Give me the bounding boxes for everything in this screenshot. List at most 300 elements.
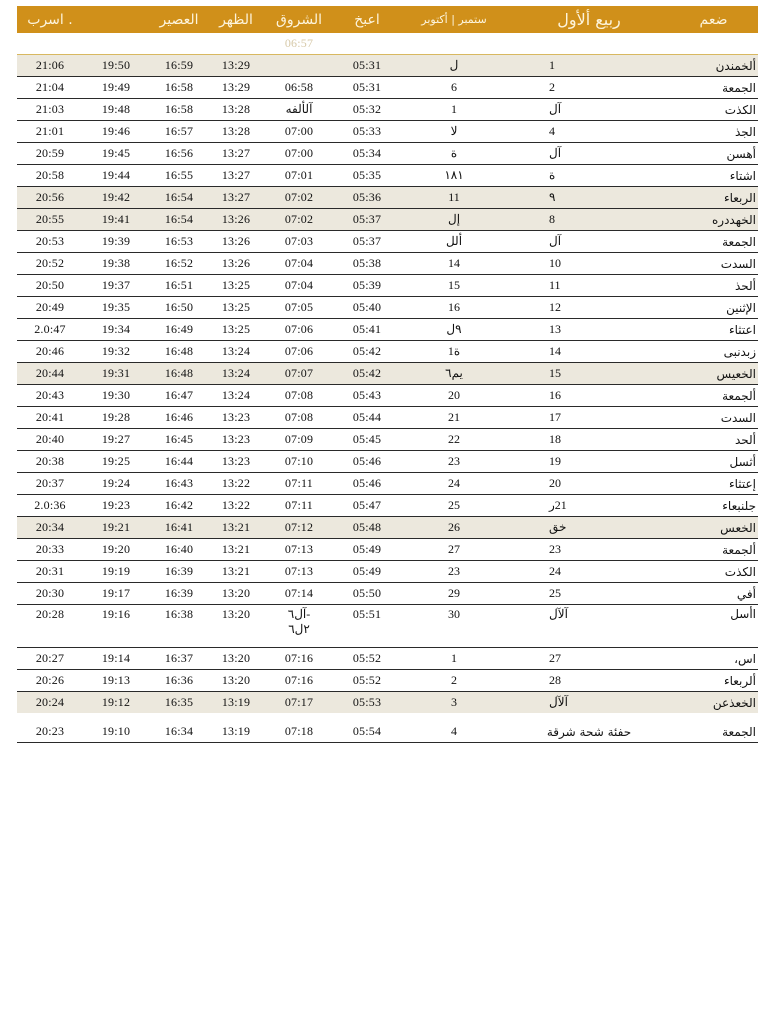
fajr-time-cell: 05:37: [335, 231, 399, 253]
asr-time-cell: [149, 33, 209, 55]
gregorian-day-cell: 30: [399, 605, 509, 648]
hijri-day-cell: آلآل: [509, 605, 669, 648]
table-row: [17, 561, 758, 583]
dhuhr-time-cell: 13:21: [209, 517, 263, 539]
dhuhr-time-cell: 13:20: [209, 648, 263, 670]
hijri-day-cell: 17: [509, 407, 669, 429]
sunrise-time-cell: 07:00: [263, 143, 335, 165]
gregorian-day-cell: ألل: [399, 231, 509, 253]
day-name-cell: الربعاء: [669, 187, 758, 209]
fajr-time-cell: [335, 33, 399, 55]
gregorian-day-cell: 1: [399, 648, 509, 670]
hijri-day-cell: 14: [509, 341, 669, 363]
sunrise-time-cell: آل٦- ٢ل٦: [263, 605, 335, 648]
asr-time-cell: 16:35: [149, 692, 209, 718]
isha-time-cell: 20:44: [17, 363, 83, 385]
dhuhr-time-cell: 13:19: [209, 717, 263, 743]
maghrib-time-cell: 19:37: [83, 275, 149, 297]
dhuhr-time-cell: 13:28: [209, 99, 263, 121]
sunrise-time-cell: 07:18: [263, 717, 335, 743]
dhuhr-time-cell: 13:26: [209, 209, 263, 231]
dhuhr-time-cell: 13:25: [209, 319, 263, 341]
fajr-time-cell: 05:33: [335, 121, 399, 143]
table-row: [17, 473, 758, 495]
sunrise-time-cell: 07:13: [263, 539, 335, 561]
asr-time-cell: 16:48: [149, 363, 209, 385]
header-dhuhr: الظهر: [209, 6, 263, 33]
gregorian-day-cell: إل: [399, 209, 509, 231]
isha-time-cell: 20:37: [17, 473, 83, 495]
table-row: [17, 605, 758, 648]
table-body: [17, 33, 758, 743]
prayer-times-table: [17, 6, 758, 743]
fajr-time-cell: 05:52: [335, 648, 399, 670]
table-row: [17, 692, 758, 718]
maghrib-time-cell: 19:32: [83, 341, 149, 363]
day-name-cell: جلنبعاء: [669, 495, 758, 517]
isha-time-cell: [17, 33, 83, 55]
table-row: [17, 495, 758, 517]
isha-time-cell: 20:53: [17, 231, 83, 253]
header-sunrise: الشروق: [263, 6, 335, 33]
table-row: [17, 33, 758, 55]
isha-time-cell: 2.0:36: [17, 495, 83, 517]
hijri-day-cell: 19: [509, 451, 669, 473]
gregorian-day-cell: 23: [399, 451, 509, 473]
gregorian-day-cell: 3: [399, 692, 509, 718]
dhuhr-time-cell: 13:29: [209, 55, 263, 77]
sunrise-time-cell: 07:13: [263, 561, 335, 583]
hijri-day-cell: [509, 33, 669, 55]
gregorian-day-cell: 24: [399, 473, 509, 495]
gregorian-day-cell: 1: [399, 99, 509, 121]
gregorian-day-cell: ل: [399, 55, 509, 77]
table-row: [17, 385, 758, 407]
maghrib-time-cell: 19:17: [83, 583, 149, 605]
day-name-cell: أثسل: [669, 451, 758, 473]
asr-time-cell: 16:34: [149, 717, 209, 743]
isha-time-cell: 20:34: [17, 517, 83, 539]
header-isha: اسرب .: [17, 6, 83, 33]
hijri-day-cell: 24: [509, 561, 669, 583]
header-day: ضعم: [669, 6, 758, 33]
table-row: [17, 451, 758, 473]
gregorian-day-cell: لا: [399, 121, 509, 143]
fajr-time-cell: 05:48: [335, 517, 399, 539]
isha-time-cell: 21:03: [17, 99, 83, 121]
hijri-day-cell: 27: [509, 648, 669, 670]
dhuhr-time-cell: 13:20: [209, 583, 263, 605]
hijri-day-cell: 8: [509, 209, 669, 231]
dhuhr-time-cell: 13:26: [209, 231, 263, 253]
fajr-time-cell: 05:51: [335, 605, 399, 648]
hijri-day-cell: 13: [509, 319, 669, 341]
fajr-time-cell: 05:34: [335, 143, 399, 165]
isha-time-cell: 20:27: [17, 648, 83, 670]
day-name-cell: الجمعة: [669, 717, 758, 743]
isha-time-cell: 20:50: [17, 275, 83, 297]
fajr-time-cell: 05:40: [335, 297, 399, 319]
hijri-day-cell: ة: [509, 165, 669, 187]
sunrise-time-cell: 07:11: [263, 473, 335, 495]
gregorian-day-cell: 14: [399, 253, 509, 275]
isha-time-cell: 20:31: [17, 561, 83, 583]
fajr-time-cell: 05:45: [335, 429, 399, 451]
asr-time-cell: 16:59: [149, 55, 209, 77]
table-header: [17, 6, 758, 33]
gregorian-day-cell: 15: [399, 275, 509, 297]
table-row: [17, 717, 758, 743]
asr-time-cell: 16:48: [149, 341, 209, 363]
isha-time-cell: 20:28: [17, 605, 83, 648]
day-name-cell: الإثنين: [669, 297, 758, 319]
asr-time-cell: 16:44: [149, 451, 209, 473]
hijri-day-cell: حفئة شحة شرقة: [509, 717, 669, 743]
dhuhr-time-cell: 13:25: [209, 297, 263, 319]
table-row: [17, 253, 758, 275]
day-name-cell: ألجمعة: [669, 385, 758, 407]
maghrib-time-cell: 19:31: [83, 363, 149, 385]
dhuhr-time-cell: 13:22: [209, 473, 263, 495]
maghrib-time-cell: 19:50: [83, 55, 149, 77]
gregorian-day-cell: ة: [399, 143, 509, 165]
table-row: [17, 121, 758, 143]
maghrib-time-cell: 19:12: [83, 692, 149, 718]
asr-time-cell: 16:42: [149, 495, 209, 517]
asr-time-cell: 16:50: [149, 297, 209, 319]
hijri-day-cell: 11: [509, 275, 669, 297]
day-name-cell: زبدنبى: [669, 341, 758, 363]
gregorian-day-cell: ١٨١: [399, 165, 509, 187]
maghrib-time-cell: 19:34: [83, 319, 149, 341]
fajr-time-cell: 05:37: [335, 209, 399, 231]
hijri-day-cell: آل: [509, 143, 669, 165]
hijri-day-cell: آلآل: [509, 692, 669, 718]
gregorian-day-cell: 4: [399, 717, 509, 743]
gregorian-day-cell: 22: [399, 429, 509, 451]
gregorian-day-cell: 25: [399, 495, 509, 517]
fajr-time-cell: 05:38: [335, 253, 399, 275]
dhuhr-time-cell: 13:29: [209, 77, 263, 99]
fajr-time-cell: 05:43: [335, 385, 399, 407]
dhuhr-time-cell: 13:24: [209, 363, 263, 385]
day-name-cell: الخهددره: [669, 209, 758, 231]
fajr-time-cell: 05:41: [335, 319, 399, 341]
day-name-cell: اعتثاء: [669, 319, 758, 341]
isha-time-cell: 20:56: [17, 187, 83, 209]
maghrib-time-cell: 19:23: [83, 495, 149, 517]
sunrise-time-cell: 07:12: [263, 517, 335, 539]
header-maghrib: [83, 6, 149, 33]
asr-time-cell: 16:54: [149, 187, 209, 209]
maghrib-time-cell: 19:21: [83, 517, 149, 539]
dhuhr-time-cell: 13:20: [209, 605, 263, 648]
sunrise-time-cell: 07:03: [263, 231, 335, 253]
day-name-cell: الخعيس: [669, 363, 758, 385]
asr-time-cell: 16:45: [149, 429, 209, 451]
isha-time-cell: 21:06: [17, 55, 83, 77]
maghrib-time-cell: 19:20: [83, 539, 149, 561]
asr-time-cell: 16:52: [149, 253, 209, 275]
gregorian-day-cell: 6: [399, 77, 509, 99]
day-name-cell: الجمعة: [669, 231, 758, 253]
dhuhr-time-cell: 13:27: [209, 165, 263, 187]
asr-time-cell: 16:58: [149, 99, 209, 121]
isha-time-cell: 20:30: [17, 583, 83, 605]
isha-time-cell: 20:46: [17, 341, 83, 363]
maghrib-time-cell: 19:25: [83, 451, 149, 473]
maghrib-time-cell: 19:16: [83, 605, 149, 648]
header-asr: العصير: [149, 6, 209, 33]
table-row: [17, 517, 758, 539]
asr-time-cell: 16:54: [149, 209, 209, 231]
isha-time-cell: 20:24: [17, 692, 83, 718]
maghrib-time-cell: 19:45: [83, 143, 149, 165]
hijri-day-cell: 2: [509, 77, 669, 99]
isha-time-cell: 20:33: [17, 539, 83, 561]
asr-time-cell: 16:47: [149, 385, 209, 407]
header-hijri-month: ربيع ألأول: [509, 6, 669, 33]
asr-time-cell: 16:39: [149, 583, 209, 605]
dhuhr-time-cell: [209, 33, 263, 55]
sunrise-time-cell: 07:14: [263, 583, 335, 605]
hijri-day-cell: 16: [509, 385, 669, 407]
day-name-cell: ألحد: [669, 429, 758, 451]
maghrib-time-cell: 19:46: [83, 121, 149, 143]
gregorian-day-cell: 23: [399, 561, 509, 583]
day-name-cell: ألخمندن: [669, 55, 758, 77]
sunrise-time-cell: 07:07: [263, 363, 335, 385]
fajr-time-cell: 05:42: [335, 363, 399, 385]
maghrib-time-cell: 19:42: [83, 187, 149, 209]
table-row: [17, 319, 758, 341]
asr-time-cell: 16:53: [149, 231, 209, 253]
maghrib-time-cell: [83, 33, 149, 55]
gregorian-day-cell: 16: [399, 297, 509, 319]
maghrib-time-cell: 19:27: [83, 429, 149, 451]
sunrise-time-cell: 07:17: [263, 692, 335, 718]
hijri-day-cell: 20: [509, 473, 669, 495]
table-row: [17, 341, 758, 363]
table-row: [17, 143, 758, 165]
dhuhr-time-cell: 13:21: [209, 561, 263, 583]
hijri-day-cell: 28: [509, 670, 669, 692]
table-row: [17, 77, 758, 99]
day-name-cell: الجمعة: [669, 77, 758, 99]
day-name-cell: الكذت: [669, 561, 758, 583]
hijri-day-cell: 4: [509, 121, 669, 143]
day-name-cell: أهسن: [669, 143, 758, 165]
dhuhr-time-cell: 13:23: [209, 429, 263, 451]
dhuhr-time-cell: 13:26: [209, 253, 263, 275]
sunrise-time-cell: 07:02: [263, 187, 335, 209]
dhuhr-time-cell: 13:25: [209, 275, 263, 297]
dhuhr-time-cell: 13:24: [209, 385, 263, 407]
fajr-time-cell: 05:31: [335, 77, 399, 99]
sunrise-time-cell: 07:16: [263, 648, 335, 670]
fajr-time-cell: 05:49: [335, 561, 399, 583]
day-name-cell: اس،: [669, 648, 758, 670]
sunrise-time-cell: 07:06: [263, 341, 335, 363]
asr-time-cell: 16:56: [149, 143, 209, 165]
maghrib-time-cell: 19:41: [83, 209, 149, 231]
hijri-day-cell: خق: [509, 517, 669, 539]
asr-time-cell: 16:40: [149, 539, 209, 561]
fajr-time-cell: 05:36: [335, 187, 399, 209]
dhuhr-time-cell: 13:23: [209, 407, 263, 429]
isha-time-cell: 20:41: [17, 407, 83, 429]
day-name-cell: السدت: [669, 407, 758, 429]
asr-time-cell: 16:37: [149, 648, 209, 670]
gregorian-day-cell: ٩ل: [399, 319, 509, 341]
isha-time-cell: 21:04: [17, 77, 83, 99]
day-name-cell: السدت: [669, 253, 758, 275]
gregorian-day-cell: 1ة: [399, 341, 509, 363]
asr-time-cell: 16:38: [149, 605, 209, 648]
header-fajr: اعبخ: [335, 6, 399, 33]
hijri-day-cell: 21ر: [509, 495, 669, 517]
sunrise-time-cell: 07:00: [263, 121, 335, 143]
day-name-cell: الخعس: [669, 517, 758, 539]
asr-time-cell: 16:43: [149, 473, 209, 495]
fajr-time-cell: 05:46: [335, 451, 399, 473]
fajr-time-cell: 05:54: [335, 717, 399, 743]
maghrib-time-cell: 19:13: [83, 670, 149, 692]
table-row: [17, 429, 758, 451]
dhuhr-time-cell: 13:27: [209, 143, 263, 165]
gregorian-day-cell: 27: [399, 539, 509, 561]
maghrib-time-cell: 19:30: [83, 385, 149, 407]
sunrise-time-cell: 07:01: [263, 165, 335, 187]
gregorian-day-cell: 2: [399, 670, 509, 692]
isha-time-cell: 20:23: [17, 717, 83, 743]
maghrib-time-cell: 19:10: [83, 717, 149, 743]
day-name-cell: ألحذ: [669, 275, 758, 297]
isha-time-cell: 20:43: [17, 385, 83, 407]
gregorian-day-cell: 29: [399, 583, 509, 605]
asr-time-cell: 16:39: [149, 561, 209, 583]
day-name-cell: الجذ: [669, 121, 758, 143]
hijri-day-cell: ٩: [509, 187, 669, 209]
day-name-cell: الخعذعن: [669, 692, 758, 718]
sunrise-time-cell: آلألفه: [263, 99, 335, 121]
table-row: [17, 648, 758, 670]
isha-time-cell: 20:40: [17, 429, 83, 451]
dhuhr-time-cell: 13:27: [209, 187, 263, 209]
hijri-day-cell: 15: [509, 363, 669, 385]
fajr-time-cell: 05:53: [335, 692, 399, 718]
isha-time-cell: 2.0:47: [17, 319, 83, 341]
maghrib-time-cell: 19:48: [83, 99, 149, 121]
fajr-time-cell: 05:35: [335, 165, 399, 187]
hijri-day-cell: آل: [509, 231, 669, 253]
day-name-cell: ألجمعة: [669, 539, 758, 561]
fajr-time-cell: 05:50: [335, 583, 399, 605]
fajr-time-cell: 05:44: [335, 407, 399, 429]
day-name-cell: اشتاء: [669, 165, 758, 187]
maghrib-time-cell: 19:28: [83, 407, 149, 429]
gregorian-day-cell: يم٦: [399, 363, 509, 385]
hijri-day-cell: 23: [509, 539, 669, 561]
table-row: [17, 583, 758, 605]
dhuhr-time-cell: 13:19: [209, 692, 263, 718]
table-row: [17, 209, 758, 231]
maghrib-time-cell: 19:38: [83, 253, 149, 275]
day-name-cell: أفي: [669, 583, 758, 605]
table-row: [17, 99, 758, 121]
hijri-day-cell: 1: [509, 55, 669, 77]
fajr-time-cell: 05:39: [335, 275, 399, 297]
maghrib-time-cell: 19:39: [83, 231, 149, 253]
day-name-cell: اأسل: [669, 605, 758, 648]
asr-time-cell: 16:58: [149, 77, 209, 99]
isha-time-cell: 20:52: [17, 253, 83, 275]
hijri-day-cell: 10: [509, 253, 669, 275]
hijri-day-cell: 25: [509, 583, 669, 605]
gregorian-day-cell: 21: [399, 407, 509, 429]
sunrise-time-cell: 07:02: [263, 209, 335, 231]
asr-time-cell: 16:36: [149, 670, 209, 692]
day-name-cell: الكذت: [669, 99, 758, 121]
asr-time-cell: 16:57: [149, 121, 209, 143]
dhuhr-time-cell: 13:22: [209, 495, 263, 517]
fajr-time-cell: 05:46: [335, 473, 399, 495]
sunrise-time-cell: 06:57: [263, 33, 335, 55]
isha-time-cell: 20:49: [17, 297, 83, 319]
day-name-cell: [669, 33, 758, 55]
sunrise-time-cell: 07:09: [263, 429, 335, 451]
isha-time-cell: 20:38: [17, 451, 83, 473]
gregorian-day-cell: 20: [399, 385, 509, 407]
dhuhr-time-cell: 13:24: [209, 341, 263, 363]
hijri-day-cell: 18: [509, 429, 669, 451]
sunrise-time-cell: 07:05: [263, 297, 335, 319]
fajr-time-cell: 05:49: [335, 539, 399, 561]
sunrise-time-cell: 07:10: [263, 451, 335, 473]
maghrib-time-cell: 19:44: [83, 165, 149, 187]
asr-time-cell: 16:41: [149, 517, 209, 539]
table-row: [17, 670, 758, 692]
day-name-cell: إعتثاء: [669, 473, 758, 495]
isha-time-cell: 20:55: [17, 209, 83, 231]
fajr-time-cell: 05:42: [335, 341, 399, 363]
hijri-day-cell: 12: [509, 297, 669, 319]
table-row: [17, 55, 758, 77]
isha-time-cell: 20:59: [17, 143, 83, 165]
gregorian-day-cell: 11: [399, 187, 509, 209]
dhuhr-time-cell: 13:23: [209, 451, 263, 473]
fajr-time-cell: 05:47: [335, 495, 399, 517]
dhuhr-time-cell: 13:28: [209, 121, 263, 143]
sunrise-time-cell: 07:04: [263, 275, 335, 297]
fajr-time-cell: 05:32: [335, 99, 399, 121]
sunrise-time-cell: 07:11: [263, 495, 335, 517]
day-name-cell: ألربعاء: [669, 670, 758, 692]
table-row: [17, 297, 758, 319]
maghrib-time-cell: 19:14: [83, 648, 149, 670]
header-gregorian-month: ستمبر | أكتوبر: [399, 6, 509, 33]
maghrib-time-cell: 19:19: [83, 561, 149, 583]
fajr-time-cell: 05:31: [335, 55, 399, 77]
sunrise-time-cell: [263, 55, 335, 77]
table-row: [17, 363, 758, 385]
sunrise-time-cell: 07:08: [263, 385, 335, 407]
asr-time-cell: 16:46: [149, 407, 209, 429]
maghrib-time-cell: 19:49: [83, 77, 149, 99]
table-row: [17, 539, 758, 561]
table-row: [17, 165, 758, 187]
fajr-time-cell: 05:52: [335, 670, 399, 692]
